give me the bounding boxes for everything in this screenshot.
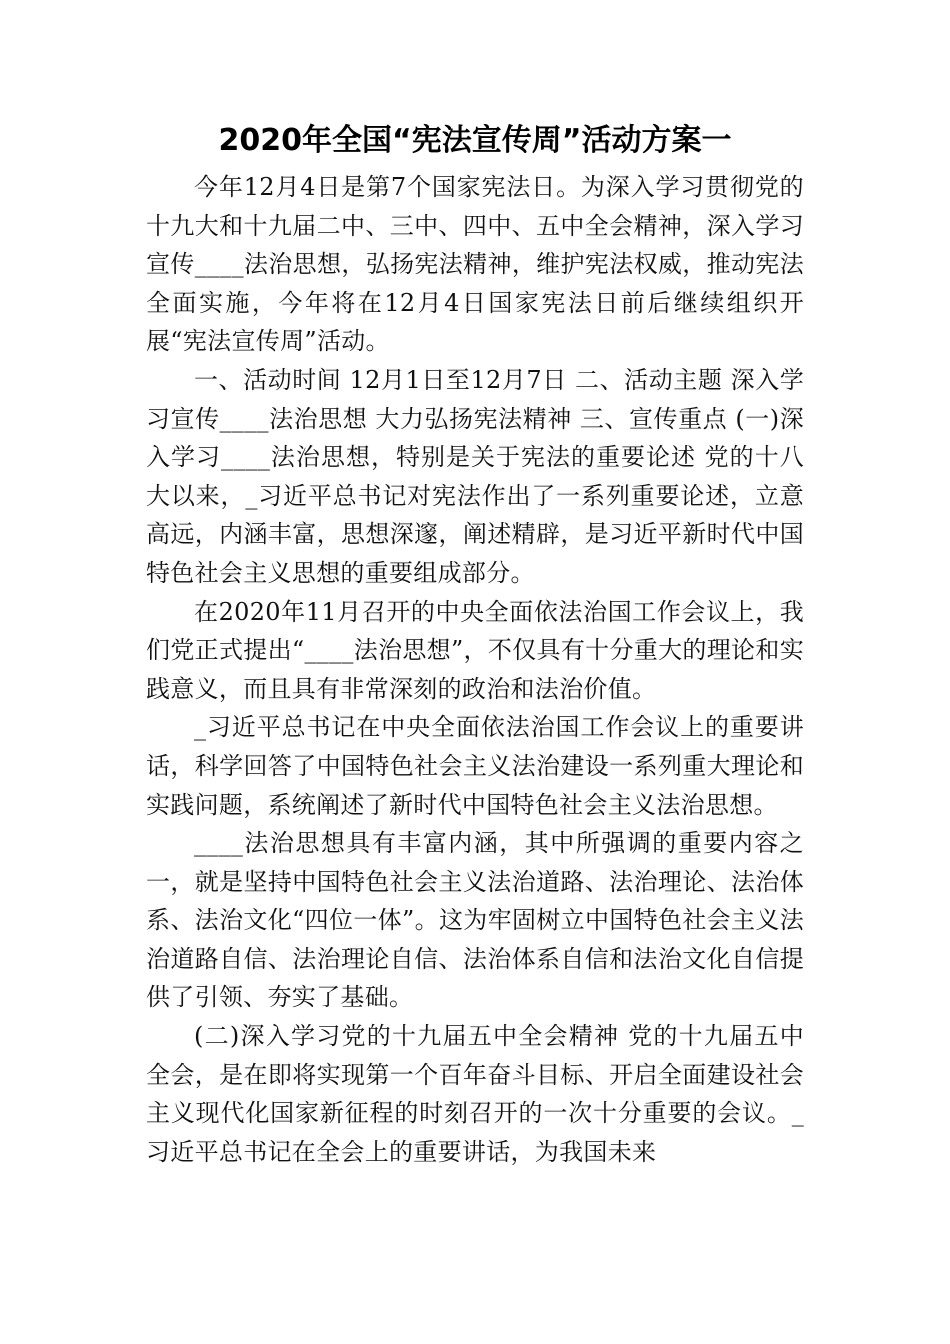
paragraph-plenary: (二)深入学习党的十九届五中全会精神 党的十九届五中全会，是在即将实现第一个百年奋斗目标、开启全面建设社会主义现代化国家新征程的时刻召开的一次十分重要的会议。_习近平总书记在全会上的重要讲话，为我国未来 <box>146 1022 804 1166</box>
paragraph-intro: 今年12月4日是第7个国家宪法日。为深入学习贯彻党的十九大和十九届二中、三中、四中、五中全会精神，深入学习宣传____法治思想，弘扬宪法精神，维护宪法权威，推动宪法全面实施，今年将在12月4日国家宪法日前后继续组织开展“宪法宣传周”活动。 <box>146 173 804 356</box>
document-body <box>146 168 804 1171</box>
paragraph-content: ____法治思想具有丰富内涵，其中所强调的重要内容之一，就是坚持中国特色社会主义法治道路、法治理论、法治体系、法治文化“四位一体”。这为牢固树立中国特色社会主义法治道路自信、法治理论自信、法治体系自信和法治文化自信提供了引领、夯实了基础。 <box>146 829 804 1012</box>
paragraph-activity-details: 一、活动时间 12月1日至12月7日 二、活动主题 深入学习宣传____法治思想 大力弘扬宪法精神 三、宣传重点 (一)深入学习____法治思想，特别是关于宪法的重要论述 党的十八大以来，_习近平总书记对宪法作出了一系列重要论述，立意高远，内涵丰富，思想深邃，阐述精辟，是习近平新时代中国特色社会主义思想的重要组成部分。 <box>146 365 804 587</box>
paragraph-conference: 在2020年11月召开的中央全面依法治国工作会议上，我们党正式提出“____法治思想”，不仅具有十分重大的理论和实践意义，而且具有非常深刻的政治和法治价值。 <box>146 597 804 703</box>
paragraph-speech: _习近平总书记在中央全面依法治国工作会议上的重要讲话，科学回答了中国特色社会主义法治建设一系列重大理论和实践问题，系统阐述了新时代中国特色社会主义法治思想。 <box>146 713 804 819</box>
document-title: 2020年全国“宪法宣传周”活动方案一 <box>218 123 732 158</box>
